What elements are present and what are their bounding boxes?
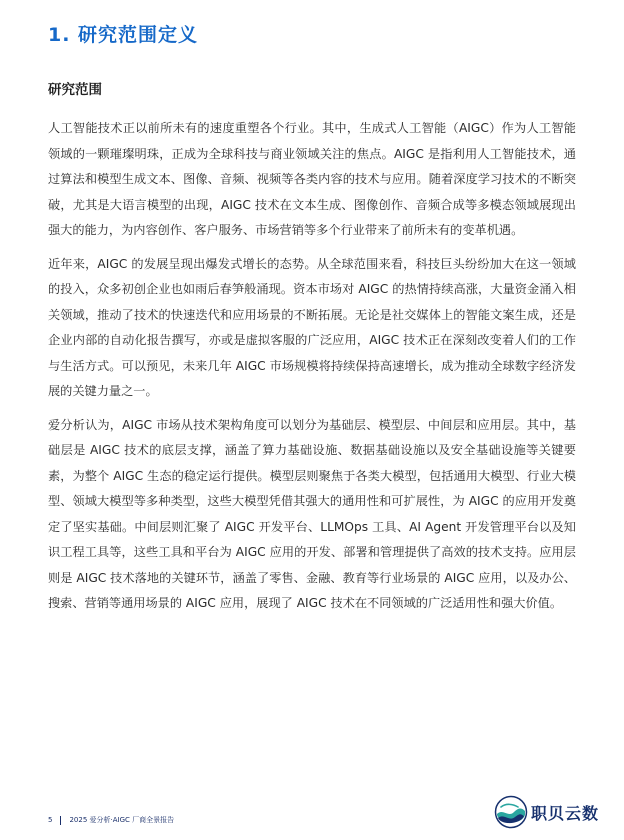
- subsection-title: 研究范围: [48, 82, 102, 98]
- report-title: 2025 爱分析·AIGC 厂商全景报告: [69, 816, 175, 824]
- page-footer: [48, 815, 174, 825]
- logo-text: 职贝云数: [531, 803, 600, 823]
- globe-wave-icon: [494, 795, 528, 829]
- page-number: 5: [48, 816, 53, 824]
- footer-divider: [60, 816, 61, 825]
- section-title: 1. 研究范围定义: [48, 24, 199, 46]
- paragraph-growth: 近年来，AIGC 的发展呈现出爆发式增长的态势。从全球范围来看，科技巨头纷纷加大在这一领域的投入，众多初创企业也如雨后春笋般涌现。资本市场对 AIGC 的热情持续高涨，大量资金涌入相关领域，推动了技术的快速迭代和应用场景的不断拓展。无论是社交媒体上的智能文案生成，还是企业内部的自动化报告撰写，亦或是虚拟客服的广泛应用，AIGC 技术正在深刻改变着人们的工作与生活方式。可以预见，未来几年 AIGC 市场规模将持续保持高速增长，成为推动全球数字经济发展的关键力量之一。: [48, 256, 576, 398]
- brand-logo: [494, 795, 599, 829]
- paragraph-intro: 人工智能技术正以前所未有的速度重塑各个行业。其中，生成式人工智能（AIGC）作为人工智能领域的一颗璀璨明珠，正成为全球科技与商业领域关注的焦点。AIGC 是指利用人工智能技术，通过算法和模型生成文本、图像、音频、视频等各类内容的技术与应用。随着深度学习技术的不断突破，尤其是大语言模型的出现，AIGC 技术在文本生成、图像创作、音频合成等多模态领域展现出强大的能力，为内容创作、客户服务、市场营销等多个行业带来了前所未有的变革机遇。: [48, 121, 576, 237]
- body-text: [48, 116, 576, 625]
- paragraph-architecture: 爱分析认为，AIGC 市场从技术架构角度可以划分为基础层、模型层、中间层和应用层。其中，基础层是 AIGC 技术的底层支撑，涵盖了算力基础设施、数据基础设施以及安全基础设施等关键要素，为整个 AIGC 生态的稳定运行提供。模型层则聚焦于各类大模型，包括通用大模型、行业大模型、领域大模型等多种类型，这些大模型凭借其强大的通用性和可扩展性，为 AIGC 的应用开发奠定了坚实基础。中间层则汇聚了 AIGC 开发平台、LLMOps 工具、AI Agent 开发管理平台以及知识工程工具等，这些工具和平台为 AIGC 应用的开发、部署和管理提供了高效的技术支持。应用层则是 AIGC 技术落地的关键环节，涵盖了零售、金融、教育等行业场景的 AIGC 应用，以及办公、搜索、营销等通用场景的 AIGC 应用，展现了 AIGC 技术在不同领域的广泛适用性和强大价值。: [48, 417, 576, 610]
